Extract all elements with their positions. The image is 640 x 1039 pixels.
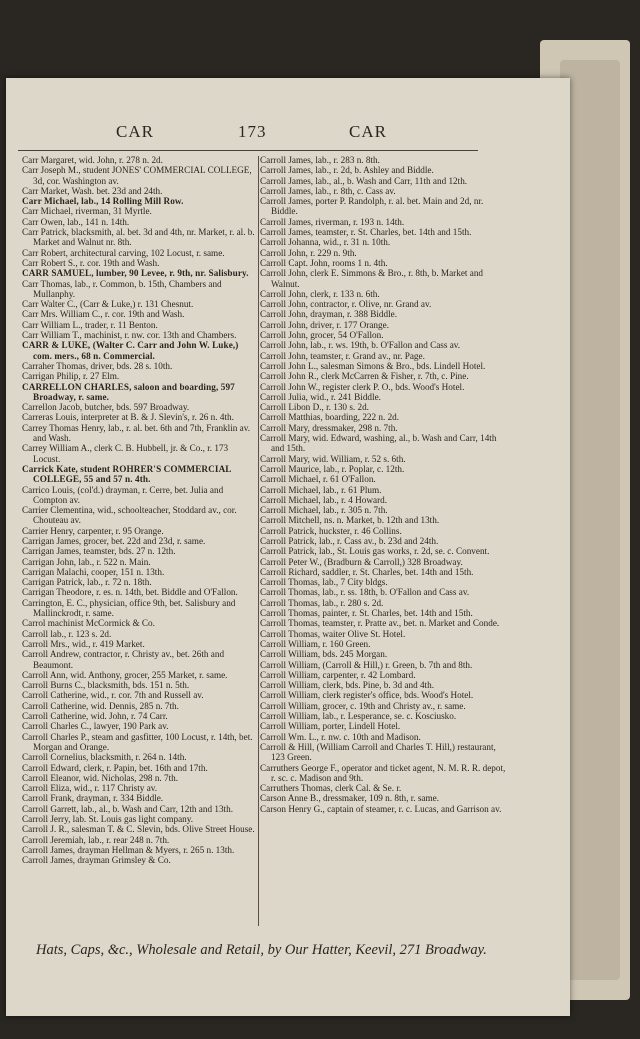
header-rule bbox=[18, 150, 478, 151]
directory-entry: Carr Michael, lab., 14 Rolling Mill Row. bbox=[22, 196, 184, 207]
directory-entry: Carroll Catherine, wid. Dennis, 285 n. 7th. bbox=[22, 700, 179, 711]
directory-entry: Carreras Louis, interpreter at B. & J. Slevin's, r. 26 n. 4th. bbox=[22, 412, 234, 423]
directory-entry: Carroll John, driver, r. 177 Orange. bbox=[260, 319, 389, 330]
directory-entry: Carrier Henry, carpenter, r. 95 Orange. bbox=[22, 525, 164, 536]
directory-entry: Carroll John, contractor, r. Olive, nr. Grand av. bbox=[260, 299, 432, 310]
directory-entry: Carroll William, porter, Lindell Hotel. bbox=[260, 721, 401, 732]
directory-page bbox=[6, 78, 570, 1016]
footer-advertisement: Hats, Caps, &c., Wholesale and Retail, by Our Hatter, Keevil, 271 Broadway. bbox=[36, 942, 487, 958]
directory-entry: Carroll Edward, clerk, r. Papin, bet. 16th and 17th. bbox=[22, 762, 208, 773]
directory-entry: Carroll Michael, r. 61 O'Fallon. bbox=[260, 474, 376, 485]
directory-entry: Carroll Peter W., (Bradburn & Carroll,) 328 Broadway. bbox=[260, 556, 463, 567]
directory-entry: Carroll Garrett, lab., al., b. Wash and Carr, 12th and 13th. bbox=[22, 803, 234, 814]
directory-entry: Carroll Charles P., steam and gasfitter, 100 Locust, r. 14th, bet. Morgan and Orange. bbox=[22, 731, 253, 752]
directory-entry: Carrey William A., clerk C. B. Hubbell, jr. & Co., r. 173 Locust. bbox=[22, 443, 229, 464]
left-column bbox=[22, 155, 256, 865]
directory-entry: Carroll Ann, wid. Anthony, grocer, 255 Market, r. same. bbox=[22, 669, 228, 680]
directory-entry: Carroll Mary, dressmaker, 298 n. 7th. bbox=[260, 422, 398, 433]
directory-entry: CARR SAMUEL, lumber, 90 Levee, r. 9th, nr. Salisbury. bbox=[22, 268, 249, 279]
directory-entry: Carroll Burns C., blacksmith, bds. 151 n. 5th. bbox=[22, 680, 190, 691]
directory-entry: Carroll J. R., salesman T. & C. Slevin, bds. Olive Street House. bbox=[22, 824, 255, 835]
directory-entry: Carr Robert, architectural carving, 102 Locust, r. same. bbox=[22, 247, 225, 258]
directory-entry: Carroll Thomas, lab., r. ss. 18th, b. O'Fallon and Cass av. bbox=[260, 587, 470, 598]
directory-entry: Carroll & Hill, (William Carroll and Charles T. Hill,) restaurant, 123 Green. bbox=[260, 741, 496, 763]
directory-entry: Carroll James, lab., al., b. Wash and Carr, 11th and 12th. bbox=[260, 175, 468, 186]
directory-entry: Carroll James, drayman Hellman & Myers, r. 265 n. 13th. bbox=[22, 844, 235, 855]
directory-entry: Carr William T., machinist, r. nw. cor. 13th and Chambers. bbox=[22, 330, 237, 341]
directory-entry: Carruthers Thomas, clerk Cal. & Se. r. bbox=[260, 783, 402, 794]
directory-entry: Carroll Thomas, lab., 7 City bldgs. bbox=[260, 577, 388, 588]
directory-entry: Carroll Thomas, teamster, r. Pratte av., bet. n. Market and Conde. bbox=[260, 618, 500, 629]
directory-entry: Carroll Julia, wid., r. 241 Biddle. bbox=[260, 391, 381, 402]
column-divider bbox=[258, 156, 259, 926]
directory-entry: Carrigan John, lab., r. 522 n. Main. bbox=[22, 556, 151, 567]
right-column bbox=[260, 155, 506, 814]
directory-entry: Carroll James, lab., r. 2d, b. Ashley and Biddle. bbox=[260, 165, 434, 176]
directory-entry: Carroll William, r. 160 Green. bbox=[260, 638, 371, 649]
directory-entry: Carroll Eliza, wid., r. 117 Christy av. bbox=[22, 783, 158, 794]
directory-entry: Carroll Libon D., r. 130 s. 2d. bbox=[260, 402, 369, 413]
directory-entry: Carroll James, porter P. Randolph, r. al. bet. Main and 2d, nr. Biddle. bbox=[260, 196, 484, 217]
directory-entry: Carroll Jeremiah, lab., r. rear 248 n. 7th. bbox=[22, 834, 170, 845]
directory-entry: Carroll Matthias, boarding, 222 n. 2d. bbox=[260, 412, 400, 423]
directory-entry: Carr Walter C., (Carr & Luke,) r. 131 Chesnut. bbox=[22, 299, 194, 310]
directory-entry: Carroll William, carpenter, r. 42 Lombard. bbox=[260, 669, 416, 680]
directory-entry: Carrigan Patrick, lab., r. 72 n. 18th. bbox=[22, 577, 152, 588]
directory-entry: Carrigan Philip, r. 27 Elm. bbox=[22, 371, 120, 382]
directory-entry: Carr Thomas, lab., r. Common, b. 15th, Chambers and Mullanphy. bbox=[22, 278, 222, 299]
directory-entry: Carrigan Theodore, r. es. n. 14th, bet. Biddle and O'Fallon. bbox=[22, 587, 238, 598]
directory-entry: Carroll Mary, wid. Edward, washing, al., b. Wash and Carr, 14th and 15th. bbox=[260, 433, 497, 454]
directory-entry: Carroll Patrick, huckster, r. 46 Collins. bbox=[260, 525, 402, 536]
directory-entry: Carroll Capt. John, rooms 1 n. 4th. bbox=[260, 257, 388, 268]
directory-entry: Carroll James, teamster, r. St. Charles, bet. 14th and 15th. bbox=[260, 227, 472, 238]
directory-entry: Carruthers George F., operator and ticket agent, N. M. R. R. depot, r. sc. c. Madison and 9th. bbox=[260, 762, 506, 783]
directory-entry: CARR & LUKE, (Walter C. Carr and John W. Luke,) com. mers., 68 n. Commercial. bbox=[22, 340, 239, 361]
directory-entry: Carr Margaret, wid. John, r. 278 n. 2d. bbox=[22, 155, 163, 165]
directory-entry: Carrol machinist McCormick & Co. bbox=[22, 618, 155, 629]
directory-entry: Carroll William, lab., r. Lesperance, se. c. Kosciusko. bbox=[260, 711, 457, 722]
directory-entry: Carroll Michael, lab., r. 61 Plum. bbox=[260, 484, 382, 495]
directory-entry: Carrigan James, grocer, bet. 22d and 23d, r. same. bbox=[22, 535, 206, 546]
directory-entry: Carr Patrick, blacksmith, al. bet. 3d and 4th, nr. Market, r. al. b. Market and Walnut nr. 8th. bbox=[22, 227, 255, 248]
directory-entry: Carroll Mrs., wid., r. 419 Market. bbox=[22, 638, 145, 649]
directory-entry: Carr Owen, lab., 141 n. 14th. bbox=[22, 216, 130, 227]
directory-entry: Carroll John W., register clerk P. O., bds. Wood's Hotel. bbox=[260, 381, 465, 392]
directory-entry: Carroll William, clerk register's office, bds. Wood's Hotel. bbox=[260, 690, 474, 701]
directory-entry: Carr Robert S., r. cor. 19th and Wash. bbox=[22, 257, 160, 268]
directory-entry: Carroll James, lab., r. 8th, c. Cass av. bbox=[260, 185, 396, 196]
directory-entry: Carroll Eleanor, wid. Nicholas, 298 n. 7th. bbox=[22, 772, 179, 783]
directory-entry: Carroll John, drayman, r. 388 Biddle. bbox=[260, 309, 398, 320]
directory-entry: CARRELLON CHARLES, saloon and boarding, 597 Broadway, r. same. bbox=[22, 381, 235, 402]
directory-entry: Carroll Jerry, lab. St. Louis gas light company. bbox=[22, 814, 194, 824]
directory-entry: Carroll Richard, saddler, r. St. Charles, bet. 14th and 15th. bbox=[260, 566, 474, 577]
directory-entry: Carroll James, lab., r. 283 n. 8th. bbox=[260, 155, 380, 165]
directory-entry: Carraher Thomas, driver, bds. 28 s. 10th. bbox=[22, 360, 173, 371]
directory-entry: Carr Joseph M., student JONES' COMMERCIAL COLLEGE, 3d, cor. Washington av. bbox=[22, 165, 252, 186]
directory-entry: Carroll Catherine, wid., r. cor. 7th and Russell av. bbox=[22, 690, 204, 701]
directory-entry: Carroll Johanna, wid., r. 31 n. 10th. bbox=[260, 237, 391, 248]
directory-entry: Carrigan Malachi, cooper, 151 n. 13th. bbox=[22, 566, 165, 577]
directory-entry: Carrington, E. C., physician, office 9th, bet. Salisbury and Mallinckrodt, r. same. bbox=[22, 597, 236, 619]
directory-entry: Carroll Thomas, waiter Olive St. Hotel. bbox=[260, 628, 406, 639]
directory-entry: Carroll Mitchell, ns. n. Market, b. 12th and 13th. bbox=[260, 515, 440, 526]
directory-entry: Carrey Thomas Henry, lab., r. al. bet. 6th and 7th, Franklin av. and Wash. bbox=[22, 422, 251, 444]
directory-entry: Carroll Charles C., lawyer, 190 Park av. bbox=[22, 721, 169, 732]
directory-entry: Carroll Maurice, lab., r. Poplar, c. 12th. bbox=[260, 463, 405, 474]
header-right-word: CAR bbox=[349, 122, 387, 141]
directory-entry: Carrigan James, teamster, bds. 27 n. 12th. bbox=[22, 546, 176, 557]
directory-entry: Carrier Clementina, wid., schoolteacher, Stoddard av., cor. Chouteau av. bbox=[22, 505, 237, 526]
directory-entry: Carroll John, teamster, r. Grand av., nr. Page. bbox=[260, 350, 425, 361]
header-left-word: CAR bbox=[116, 122, 154, 141]
directory-entry: Carroll John, r. 229 n. 9th. bbox=[260, 247, 357, 258]
directory-entry: Carr Michael, riverman, 31 Myrtle. bbox=[22, 206, 152, 217]
directory-entry: Carroll Thomas, painter, r. St. Charles, bet. 14th and 15th. bbox=[260, 608, 473, 619]
directory-entry: Carroll Frank, drayman, r. 334 Biddle. bbox=[22, 793, 164, 804]
directory-entry: Carroll Wm. L., r. nw. c. 10th and Madison. bbox=[260, 731, 421, 742]
directory-entry: Carroll Catherine, wid. John, r. 74 Carr. bbox=[22, 711, 168, 722]
directory-entry: Carroll Cornelius, blacksmith, r. 264 n. 14th. bbox=[22, 752, 187, 763]
directory-entry: Carroll John L., salesman Simons & Bro., bds. Lindell Hotel. bbox=[260, 360, 486, 371]
directory-entry: Carroll Michael, lab., r. 305 n. 7th. bbox=[260, 505, 388, 516]
directory-entry: Carroll Michael, lab., r. 4 Howard. bbox=[260, 494, 388, 505]
directory-entry: Carroll William, grocer, c. 19th and Christy av., r. same. bbox=[260, 700, 466, 711]
directory-entry: Carroll Mary, wid. William, r. 52 s. 6th. bbox=[260, 453, 406, 464]
directory-entry: Carroll lab., r. 123 s. 2d. bbox=[22, 628, 112, 639]
directory-entry: Carroll John, grocer, 54 O'Fallon. bbox=[260, 330, 384, 341]
directory-entry: Carroll John R., clerk McCarren & Fisher, r. 7th, c. Pine. bbox=[260, 371, 469, 382]
directory-entry: Carson Henry G., captain of steamer, r. c. Lucas, and Garrison av. bbox=[260, 803, 502, 814]
directory-entry: Carroll Thomas, lab., r. 280 s. 2d. bbox=[260, 597, 384, 608]
page-header bbox=[6, 122, 570, 152]
directory-entry: Carroll Patrick, lab., St. Louis gas works, r. 2d, se. c. Convent. bbox=[260, 546, 490, 557]
directory-entry: Carroll John, clerk, r. 133 n. 6th. bbox=[260, 288, 380, 299]
directory-entry: Carroll James, drayman Grimsley & Co. bbox=[22, 855, 171, 866]
directory-entry: Carroll John, clerk E. Simmons & Bro., r. 8th, b. Market and Walnut. bbox=[260, 268, 484, 289]
directory-entry: Carr Mrs. William C., r. cor. 19th and Wash. bbox=[22, 309, 185, 320]
directory-entry: Carroll William, (Carroll & Hill,) r. Green, b. 7th and 8th. bbox=[260, 659, 473, 670]
directory-entry: Carrick Kate, student ROHRER'S COMMERCIAL COLLEGE, 55 and 57 n. 4th. bbox=[22, 463, 232, 485]
directory-entry: Carroll William, clerk, bds. Pine, b. 3d and 4th. bbox=[260, 680, 434, 691]
directory-entry: Carroll Andrew, contractor, r. Christy av., bet. 26th and Beaumont. bbox=[22, 649, 225, 670]
directory-entry: Carroll James, riverman, r. 193 n. 14th. bbox=[260, 216, 405, 227]
directory-entry: Carson Anne B., dressmaker, 109 n. 8th, r. same. bbox=[260, 793, 440, 804]
directory-entry: Carroll William, bds. 245 Morgan. bbox=[260, 649, 388, 660]
directory-entry: Carrico Louis, (col'd.) drayman, r. Cerre, bet. Julia and Compton av. bbox=[22, 484, 224, 505]
directory-entry: Carroll John, lab., r. ws. 19th, b. O'Fallon and Cass av. bbox=[260, 340, 461, 351]
directory-entry: Carr Market, Wash. bet. 23d and 24th. bbox=[22, 185, 163, 196]
directory-entry: Carr William L., trader, r. 11 Benton. bbox=[22, 319, 158, 330]
directory-entry: Carrellon Jacob, butcher, bds. 597 Broadway. bbox=[22, 402, 190, 413]
page-number: 173 bbox=[238, 122, 267, 141]
directory-entry: Carroll Patrick, lab., r. Cass av., b. 23d and 24th. bbox=[260, 535, 439, 546]
